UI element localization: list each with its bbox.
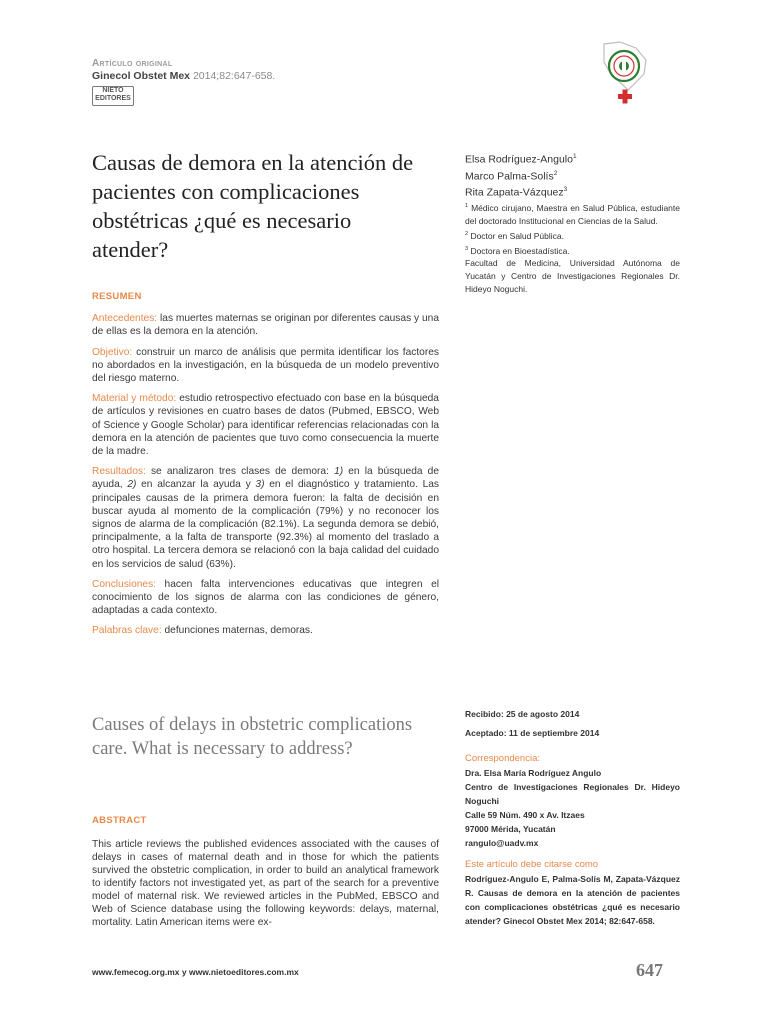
resumen-metodo: Material y método: estudio retrospectivo efectuado con base en la búsqueda de artículos y revisiones en cuatro bases de datos (Pubmed, EBSCO, Web of Science y Google Scholar) para identificar referencias relacionadas con la demora en la atención de pacientes que tuvo como consecuencia la muerte de la madre. bbox=[92, 393, 439, 458]
resumen-resultados: Resultados: se analizaron tres clases de demora: 1) en la búsqueda de ayuda, 2) en alcanzar la ayuda y 3) en el diagnóstico y tratamiento. Las principales causas de la primera demora fueron: la falta de decisión en buscar ayuda al momento de la complicación (79%) y no reconocer los signos de alarma de la complicación (82.1%). La segunda demora se debió, principalmente, a la falta de transporte (92.3%) al momento del traslado a otro hospital. La tercera demora se relacionó con la baja calidad del cuidado en los servicios de salud (63%). bbox=[92, 466, 439, 570]
resumen-palabras-clave: Palabras clave: defunciones maternas, demoras. bbox=[92, 625, 313, 637]
publisher-logo-bottom: EDITORES bbox=[95, 95, 131, 102]
correspondence-street: Calle 59 Núm. 490 x Av. Itzaes bbox=[465, 810, 585, 820]
author-1: Elsa Rodríguez-Angulo$^1$ bbox=[465, 153, 577, 166]
resumen-antecedentes: Antecedentes: las muertes maternas se originan por diferentes causas y una de ellas es la demora en la atención. bbox=[92, 313, 439, 338]
affiliation-2: $^2$ Doctor en Salud Pública. bbox=[465, 230, 564, 241]
publisher-logo bbox=[92, 86, 134, 106]
resumen-objetivo: Objetivo: construir un marco de análisis que permita identificar los factores no abordados en la investigación, en la búsqueda de un modelo preventivo del riesgo materno. bbox=[92, 346, 439, 385]
correspondence-block bbox=[465, 752, 680, 850]
affiliations bbox=[465, 200, 680, 296]
journal-volume: 2014;82:647-658. bbox=[190, 70, 276, 82]
correspondence-center: Centro de Investigaciones Regionales Dr. Hideyo Noguchi bbox=[465, 782, 680, 806]
received-date: Recibido: 25 de agosto 2014 bbox=[465, 709, 580, 719]
section-kind: Artículo original bbox=[92, 58, 173, 69]
abstract-heading: ABSTRACT bbox=[92, 815, 147, 826]
abstract-text: This article reviews the published evidences associated with the causes of delays in cases of maternal death and in those for which the patients survived the obstetric complication, in order to build an analytical framework to identify factors not investigated yet, as part of the search for a preventive model of maternal risk. We reviewed articles in the PubMed, EBSCO and Web of Science database using the following keywords: delays, maternal, mortality. Latin American items were ex- bbox=[92, 839, 439, 928]
dates-block bbox=[465, 707, 680, 740]
abstract-section bbox=[92, 814, 439, 929]
article-title-es: Causas de demora en la atención de pacientes con complicaciones obstétricas ¿qué es necesario atender? bbox=[92, 150, 414, 262]
correspondence-email[interactable]: rangulo@uadv.mx bbox=[465, 838, 539, 848]
correspondence-name: Dra. Elsa María Rodríguez Angulo bbox=[465, 768, 602, 778]
correspondence-heading: Correspondencia: bbox=[465, 753, 540, 764]
institution: Facultad de Medicina, Universidad Autónoma de Yucatán y Centro de Investigaciones Regionales Dr. Hideyo Noguchi. bbox=[465, 258, 680, 295]
affiliation-3: $^3$ Doctora en Bioestadística. bbox=[465, 245, 570, 256]
correspondence-city: 97000 Mérida, Yucatán bbox=[465, 824, 556, 834]
publisher-logo-top: NIETO bbox=[102, 87, 124, 94]
resumen-conclusiones: Conclusiones: hacen falta intervenciones educativas que integren el conocimiento de los signos de alarma con las condiciones de género, adaptadas a cada contexto. bbox=[92, 578, 439, 617]
article-title-en: Causes of delays in obstetric complications care. What is necessary to address? bbox=[92, 715, 413, 759]
accepted-date: Aceptado: 11 de septiembre 2014 bbox=[465, 728, 600, 738]
journal-citation bbox=[92, 70, 275, 82]
citation-block bbox=[465, 858, 680, 928]
resumen-heading: RESUMEN bbox=[92, 291, 142, 302]
author-list bbox=[465, 150, 685, 200]
author-3: Rita Zapata-Vázquez$^3$ bbox=[465, 186, 568, 199]
citation-heading: Este artículo debe citarse como bbox=[465, 859, 599, 870]
citation-text: Rodríguez-Angulo E, Palma-Solís M, Zapata-Vázquez R. Causas de demora en la atención de pacientes con complicaciones obstétricas ¿qué es necesario atender? Ginecol Obstet Mex 2014; 82:647-658. bbox=[465, 874, 680, 926]
resumen-section bbox=[92, 290, 439, 645]
society-seal-icon bbox=[596, 38, 652, 110]
journal-name: Ginecol Obstet Mex bbox=[92, 70, 191, 82]
affiliation-1: $^1$ Médico cirujano, Maestra en Salud Pública, estudiante del doctorado Institucional en Ciencias de la Salud. bbox=[465, 202, 680, 226]
author-2: Marco Palma-Solís$^2$ bbox=[465, 169, 558, 182]
page-number: 647 bbox=[636, 960, 663, 980]
footer-urls[interactable]: www.femecog.org.mx y www.nietoeditores.com.mx bbox=[92, 967, 299, 977]
